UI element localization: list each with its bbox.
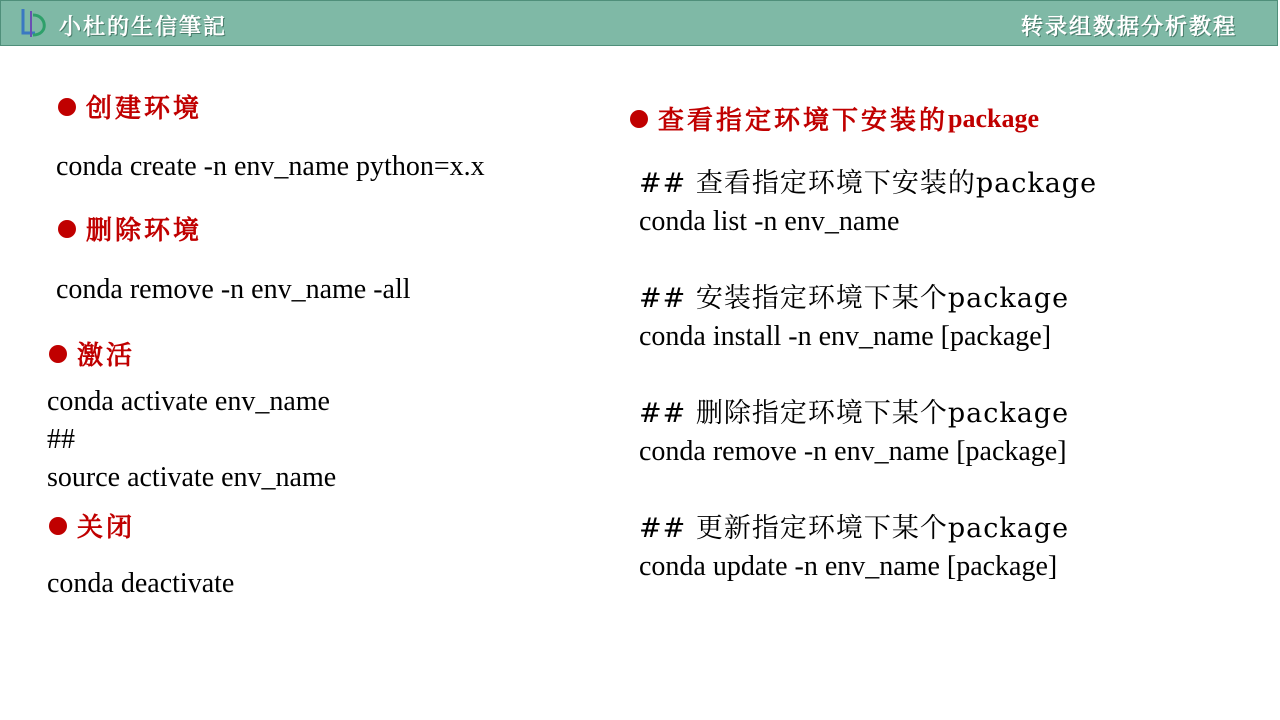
comment-line: ## 查看指定环境下安装的package — [639, 168, 1098, 199]
code-line: conda install -n env_name [package] — [639, 321, 1052, 352]
code-line: ## — [47, 424, 75, 455]
heading-remove-env — [58, 210, 202, 247]
heading-text-cn: 查看指定环境下安装的 — [658, 106, 949, 136]
heading-text: 创建环境 — [86, 94, 203, 124]
bullet-dot — [49, 517, 67, 535]
bullet-dot — [58, 98, 76, 116]
header-left-title: 小杜的生信筆記 — [59, 14, 228, 40]
header-bar — [0, 0, 1278, 46]
code-create-env: conda create -n env_name python=x.x — [56, 151, 485, 182]
heading-text: 激活 — [77, 341, 136, 371]
heading-text-en: package — [948, 103, 1040, 133]
heading-create-env — [58, 88, 202, 125]
bullet-dot — [58, 220, 76, 238]
heading-deactivate — [49, 507, 135, 544]
header-right-title: 转录组数据分析教程 — [1020, 14, 1237, 40]
code-line: conda remove -n env_name [package] — [639, 436, 1067, 467]
block-install-package — [639, 280, 1069, 356]
code-deactivate: conda deactivate — [47, 568, 235, 599]
code-line: conda update -n env_name [package] — [639, 551, 1058, 582]
comment-line: ## 安装指定环境下某个package — [639, 283, 1070, 314]
code-activate — [47, 383, 336, 497]
code-line: source activate env_name — [47, 462, 337, 493]
code-remove-env: conda remove -n env_name -all — [56, 274, 411, 305]
heading-list-packages — [630, 100, 1039, 137]
heading-activate — [49, 335, 135, 372]
code-line: conda activate env_name — [47, 386, 330, 417]
code-line: conda list -n env_name — [639, 206, 900, 237]
comment-line: ## 删除指定环境下某个package — [639, 398, 1070, 429]
block-update-package — [639, 510, 1069, 586]
bullet-dot — [630, 110, 648, 128]
ld-logo-icon — [19, 7, 53, 41]
heading-text: 关闭 — [77, 513, 136, 543]
block-remove-package — [639, 395, 1069, 471]
bullet-dot — [49, 345, 67, 363]
comment-line: ## 更新指定环境下某个package — [639, 513, 1070, 544]
block-list-packages — [639, 165, 1097, 241]
heading-text: 删除环境 — [86, 216, 203, 246]
